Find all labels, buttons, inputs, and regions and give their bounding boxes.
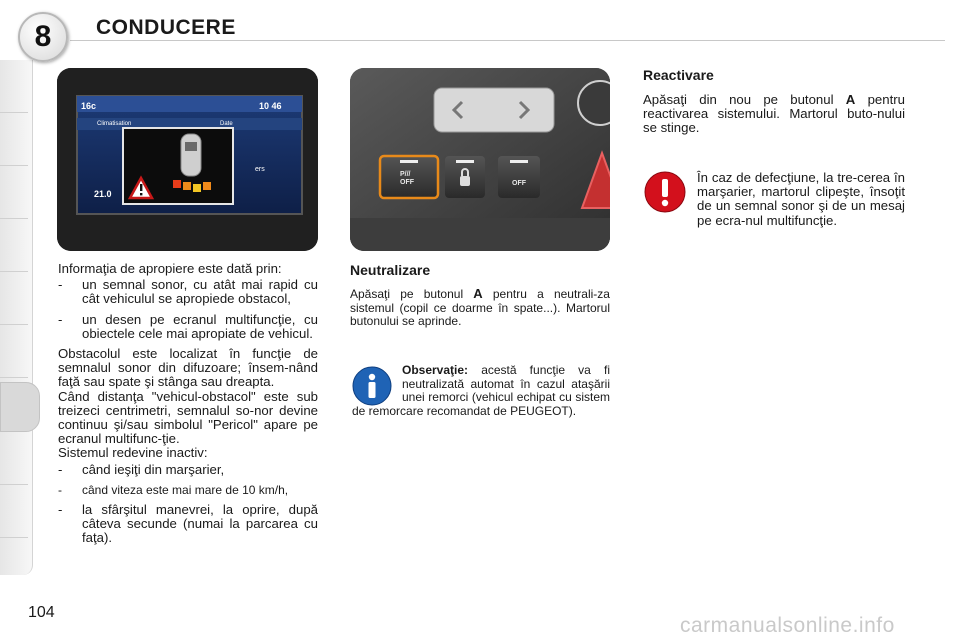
left-column-text	[58, 262, 318, 552]
multifunction-screen-photo	[57, 68, 318, 251]
screen-clock: 10 46	[259, 101, 282, 111]
icon-spacer	[352, 364, 402, 404]
observatie-note	[352, 364, 610, 418]
chapter-sidebar	[0, 60, 33, 575]
paragraph-inactiv: Sistemul redevine inactiv:	[58, 445, 208, 461]
screen-side-text: ers	[255, 166, 265, 173]
sidebar-tab[interactable]	[0, 432, 28, 485]
alarm-off-button-label: OFF	[512, 180, 526, 187]
icon-spacer	[643, 171, 697, 227]
paragraph-localizare: Obstacolul este localizat în funcţie de semnalul sonor din difuzoare; însem-nând faţă sau spate şi stânga sau dreapta.	[58, 346, 318, 390]
chapter-number-badge: 8	[18, 12, 68, 62]
warning-note-text: În caz de defecţiune, la tre-cerea în marşarier, martorul clipeşte, însoţit de un semnal sonor şi de un mesaj pe ecra-nul multifuncţie.	[697, 170, 905, 228]
page-number: 104	[28, 604, 55, 621]
list-item: - un semnal sonor, cu atât mai rapid cu cât vehiculul se apropiede obstacol,	[58, 277, 318, 307]
screen-bottom-value: 21.0	[94, 189, 112, 199]
dashboard-buttons-photo	[350, 68, 610, 251]
section-title-reactivare: Reactivare	[643, 67, 714, 83]
screen-temp: 16c	[81, 101, 97, 111]
warning-note	[643, 171, 905, 228]
page-title: CONDUCERE	[96, 16, 236, 39]
sidebar-tab[interactable]	[0, 113, 28, 166]
section-title-neutralizare: Neutralizare	[350, 262, 431, 278]
screen-tab-climatisation: Climatisation	[97, 121, 132, 127]
sidebar-tab[interactable]	[0, 485, 28, 538]
list-item: - un desen pe ecranul multifuncţie, cu obiectele cele mai apropiate de vehicul.	[58, 311, 318, 341]
intro-text: Informaţia de apropiere este dată prin:	[58, 261, 282, 276]
list-item: - când ieşiţi din marşarier,	[58, 461, 225, 477]
buttons-illustration	[350, 68, 610, 251]
park-assist-off-button-label: P/// OFF	[400, 171, 414, 186]
watermark: carmanualsonline.info	[680, 614, 895, 637]
sidebar-tab[interactable]	[0, 325, 28, 378]
sidebar-tab[interactable]	[0, 60, 28, 113]
button-letter-a: A	[473, 286, 483, 301]
observatie-label: Observaţie:	[402, 363, 469, 377]
reactivare-text: Apăsaţi din nou pe butonul A pentru reactivarea sistemului. Martorul buto-nului se stinge.	[643, 92, 905, 136]
title-rule	[70, 40, 945, 41]
screen-tab-date: Date	[220, 121, 233, 127]
neutralizare-text: Apăsaţi pe butonul A pentru a neutrali-za sistemul (copil ce doarme în spate...). Martorul butonului se aprinde.	[350, 286, 610, 328]
observatie-text: acestă funcţie va fi neutralizată automat în cazul ataşării unei remorci (vehicul echipat cu sistem de remorcare recomandat de PEUGEOT).	[352, 363, 610, 418]
sidebar-tab-active[interactable]	[0, 382, 40, 432]
screen-illustration	[57, 68, 318, 251]
list-item: - când viteza este mai mare de 10 km/h,	[58, 482, 289, 497]
sidebar-tab[interactable]	[0, 219, 28, 272]
button-letter-a: A	[845, 92, 856, 107]
sidebar-tab[interactable]	[0, 166, 28, 219]
paragraph-distanta: Când distanţa "vehicul-obstacol" este sub treizeci centrimetri, semnalul so-nor devine continuu şi/sau simbolul "Pericol" apare pe ecranul multifunc-ţie.	[58, 388, 318, 447]
list-item: - la sfârşitul manevrei, la oprire, după câteva secunde (numai la parcarea cu faţa).	[58, 502, 318, 546]
sidebar-tab[interactable]	[0, 272, 28, 325]
